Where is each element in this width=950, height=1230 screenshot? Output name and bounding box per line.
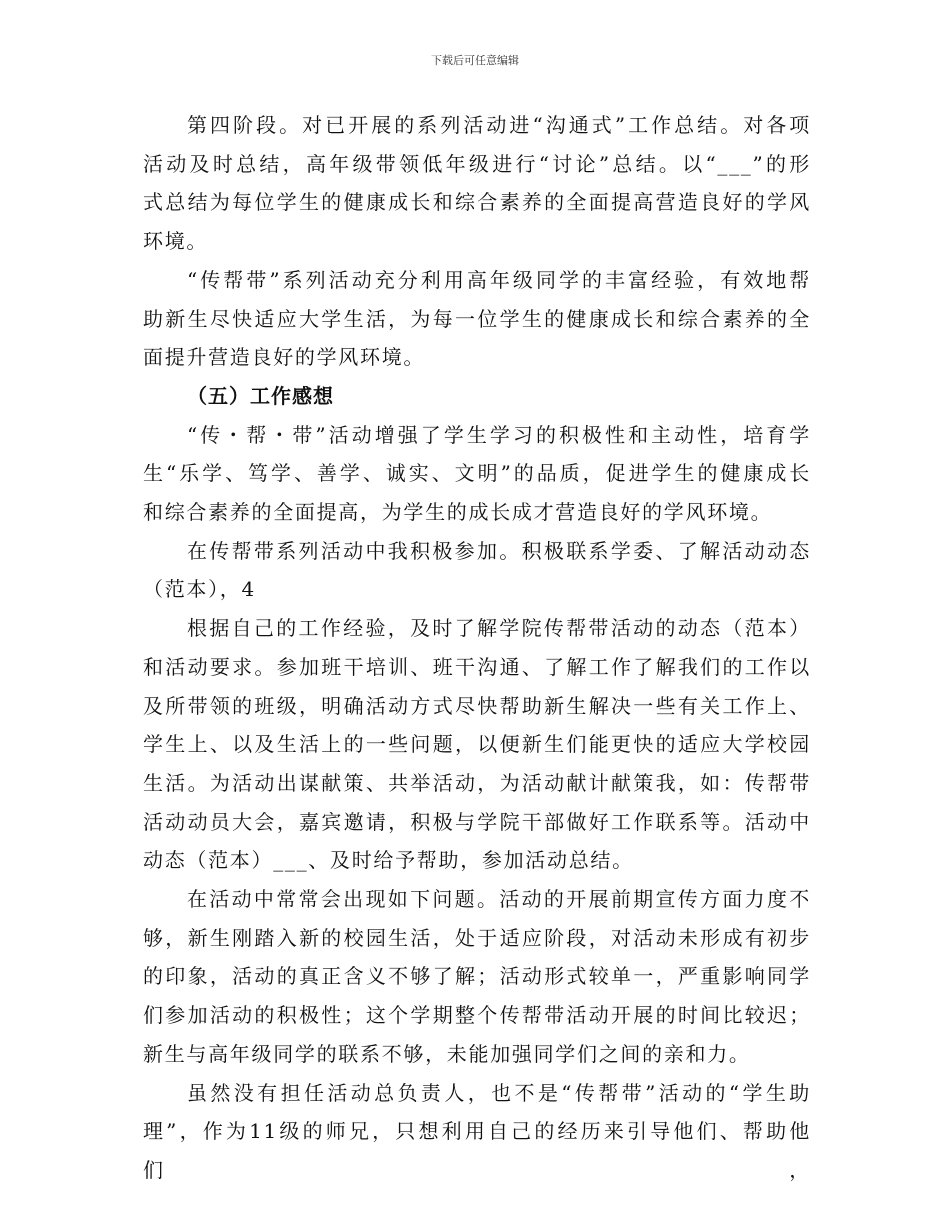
paragraph-mentor-role [143, 1074, 811, 1190]
text-line: 学生上、以及生活上的一些问题，以便新生们能更快的适应大学校园 [143, 732, 811, 757]
text-line: 动态（范本）___、及时给予帮助，参加活动总结。 [143, 848, 634, 873]
text-line: （范本），4 [143, 577, 256, 602]
paragraph-work-experience [143, 609, 811, 880]
section-heading-wrapper [143, 377, 811, 416]
text-line: 够，新生刚踏入新的校园生活，处于适应阶段，对活动未形成有初步 [143, 925, 811, 950]
text-line: 和活动要求。参加班干培训、班干沟通、了解工作了解我们的工作以 [143, 654, 811, 679]
text-line: 面提升营造良好的学风环境。 [143, 345, 426, 370]
text-line: 理”，作为11级的师兄，只想利用自己的经历来引导他们、帮助他们， [143, 1119, 811, 1182]
text-line: 生活。为活动出谋献策、共举活动，为活动献计献策我，如：传帮带 [143, 770, 811, 795]
text-line: 在传帮带系列活动中我积极参加。积极联系学委、了解活动动态 [187, 538, 811, 563]
text-line: 及所带领的班级，明确活动方式尽快帮助新生解决一些有关工作上、 [143, 693, 811, 718]
document-body [143, 106, 811, 1190]
text-line: 活动动员大会，嘉宾邀请，积极与学院干部做好工作联系等。活动中 [143, 809, 811, 834]
text-line: 生“乐学、笃学、善学、诚实、文明”的品质，促进学生的健康成长 [143, 461, 811, 486]
text-line: 助新生尽快适应大学生活，为每一位学生的健康成长和综合素养的全 [143, 306, 811, 331]
text-line: 们参加活动的积极性；这个学期整个传帮带活动开展的时间比较迟； [143, 1003, 811, 1028]
paragraph-stage-four [143, 106, 811, 261]
text-line: “传・帮・带”活动增强了学生学习的积极性和主动性，培育学 [187, 422, 811, 447]
paragraph-activity-summary [143, 261, 811, 377]
text-line: 式总结为每位学生的健康成长和综合素养的全面提高营造良好的学风 [143, 190, 811, 215]
text-line: “传帮带”系列活动充分利用高年级同学的丰富经验，有效地帮 [187, 267, 811, 292]
paragraph-problems [143, 880, 811, 1074]
text-line: 虽然没有担任活动总负责人，也不是“传帮带”活动的“学生助 [187, 1080, 811, 1105]
section-heading: （五）工作感想 [187, 383, 334, 408]
text-line: 活动及时总结，高年级带领低年级进行“讨论”总结。以“___”的形 [143, 151, 811, 176]
text-line: 新生与高年级同学的联系不够，未能加强同学们之间的亲和力。 [143, 1041, 751, 1066]
paragraph-participation [143, 532, 811, 609]
text-line: 在活动中常常会出现如下问题。活动的开展前期宣传方面力度不 [187, 887, 811, 912]
text-line: 的印象，活动的真正含义不够了解；活动形式较单一，严重影响同学 [143, 964, 811, 989]
page-header-note: 下载后可任意编辑 [431, 54, 519, 67]
text-line: 和综合素养的全面提高，为学生的成长成才营造良好的学风环境。 [143, 500, 773, 525]
text-line: 根据自己的工作经验，及时了解学院传帮带活动的动态（范本） [187, 616, 811, 641]
text-line: 第四阶段。对已开展的系列活动进“沟通式”工作总结。对各项 [187, 113, 811, 137]
paragraph-reflections [143, 416, 811, 532]
text-line: 环境。 [143, 229, 209, 254]
